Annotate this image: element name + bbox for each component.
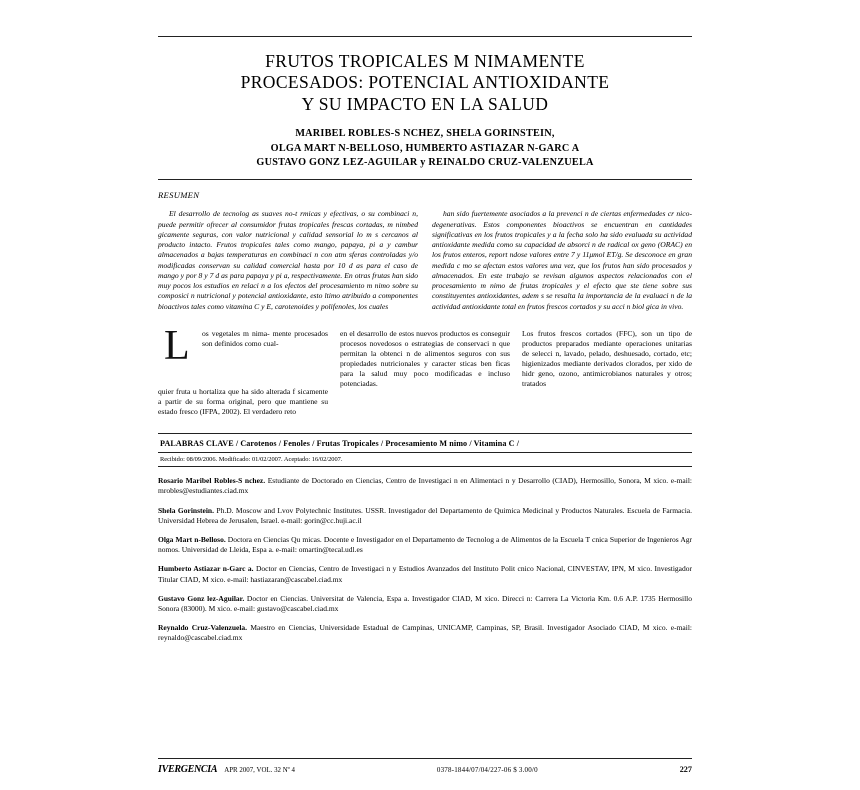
title-line-1: FRUTOS TROPICALES M NIMAMENTE: [265, 51, 585, 71]
page-title: [158, 51, 692, 115]
bio-text: Doctor en Ciencias. Universitat de Valencia, Espa a. Investigador CIAD, M xico. Direcci n: Carrera La Victoria Km. 0.6 A.P. 1735 Hermosillo Sonora (83000). M xico. e-mail: gustavo@cascabel.ciad.mx: [158, 593, 693, 613]
author-line-3: GUSTAVO GONZ LEZ-AGUILAR y REINALDO CRUZ-VALENZUELA: [256, 157, 594, 168]
body-column-2: [340, 329, 510, 417]
abstract-column-left: [158, 209, 418, 312]
body-column-3: [522, 329, 692, 417]
abstract-text-right: han sido fuertemente asociados a la prevenci n de ciertas enfermedades cr nico-degenerativas. Estos componentes bioactivos se encuentran en cantidades significativas en los frutos tropicales y a la fecha solo ha sido evaluada su actividad antioxidante medida como su capacidad de absorci n de radical ox geno (ORAC) en los frutos enteros, report ndose valores entre 7 y 11μmol ET/g. Se desconoce en gran medida c mo se afectan estos valores una vez, que los frutos han sido procesados y almacenados. En este trabajo se revisan algunos aspectos relacionados con el procesamiento m nimo de frutas tropicales y el efecto que ste tiene sobre sus constituyentes antioxidantes, adem s se resalta la importancia de la evaluaci n de la actividad antioxidante total en frutos frescos cortados y su acci n biol gica in vivo.: [432, 209, 692, 311]
bio-entry: [158, 623, 692, 643]
body-text-3: Los frutos frescos cortados (FFC), son un tipo de productos preparados mediante operaciones unitarias de selecci n, lavado, pelado, deshuesado, cortado, etc; higienizados mediante derivados clorados, per xido de hidr geno, ozono, antimicrobianos naturales y otros; tratados: [522, 328, 692, 389]
footer-divider: [158, 758, 692, 759]
bio-text: Maestro en Ciencias, Universidade Estadual de Campinas, UNICAMP, Campinas, SP, Brasil. Investigador Asociado CIAD, M xico. e-mail: reynaldo@cascabel.ciad.mx: [158, 623, 693, 643]
keywords-divider-bottom: [158, 466, 692, 467]
bio-text: Estudiante de Doctorado en Ciencias, Centro de Investigaci n en Alimentaci n y Desarrollo (CIAD), Hermosillo, Sonora, M xico. e-mail: mrobles@estudiantes.ciad.mx: [158, 476, 692, 496]
dropcap-block: [158, 322, 328, 387]
author-line-1: MARIBEL ROBLES-S NCHEZ, SHELA GORINSTEIN,: [295, 128, 555, 140]
title-line-2: PROCESADOS: POTENCIAL ANTIOXIDANTE: [240, 72, 610, 93]
page-footer: [158, 758, 692, 775]
bio-entry: [158, 506, 692, 526]
journal-logo: IVERGENCIA: [158, 764, 218, 775]
footer-issn: 0378-1844/07/04/227-06 $ 3.00/0: [436, 766, 538, 774]
bio-name: Rosario Maribel Robles-S nchez.: [158, 476, 266, 486]
keywords-block: [158, 433, 692, 467]
abstract-text-left: El desarrollo de tecnolog as suaves no-t rmicas y efectivas, o su combinaci n, puede permitir ofrecer al consumidor frutas tropicales frescas cortadas, m nimbed gicamente seguras, con valor nutricional y calidad sensorial lo m s cercanos al producto intacto. Frutos tropicales tales como mango, papaya, pi a y cambur almacenados a bajas temperaturas en combinaci n con atm sferas controladas y/o modificadas conservan su calidad comercial hasta por 10 d as para el caso de mango y por 8 y 7 d as para papaya y pi a, respectivamente. En otras frutas han sido muy pocos los estudios en relaci n a los efectos del procesamiento m nimo sobre su composici n nutricional y potencial antioxidante, esto ltimo atribuido a componentes bioactivos tales como vitamina C y E, carotenoides y polifenoles, los cuales: [158, 209, 418, 311]
bio-entry: [158, 476, 692, 496]
body-text-1-intro: os vegetales m nima- mente procesados son definidos como cual-: [202, 328, 328, 349]
authors-divider: [158, 179, 692, 180]
bio-name: Shela Gorinstein.: [158, 505, 214, 515]
title-line-3: Y SU IMPACTO EN LA SALUD: [301, 93, 549, 114]
body-columns: [158, 322, 692, 417]
bio-entry: [158, 594, 692, 614]
drop-cap: L: [164, 322, 190, 369]
footer-row: [158, 764, 692, 775]
abstract: [158, 209, 692, 312]
author-line-2: OLGA MART N-BELLOSO, HUMBERTO ASTIAZAR N-GARC A: [270, 142, 580, 154]
bio-entry: [158, 535, 692, 555]
bio-name: Reynaldo Cruz-Valenzuela.: [158, 623, 248, 633]
abstract-column-right: [432, 209, 692, 312]
body-text-2: en el desarrollo de estos nuevos productos es conseguir procesos novedosos o estrategias de conservaci n que permitan la obtenci n de alimentos seguros con sus propiedades nutricionales y caracter sticas ben ficas para la salud muy poco modificadas e incluso potenciadas.: [340, 328, 510, 389]
received-dates: Recibido: 08/09/2006. Modificado: 01/02/2007. Aceptado: 16/02/2007.: [160, 456, 343, 464]
bio-text: Doctor en Ciencias, Centro de Investigaci n y Estudios Avanzados del Instituto Polit cnico Nacional, CINVESTAV, IPN, M xico. Investigador Titular CIAD, M xico. e-mail: hastiazaran@cascabel.ciad.mx: [158, 564, 692, 584]
abstract-label: RESUMEN: [158, 190, 200, 201]
bio-name: Olga Mart n-Belloso.: [158, 535, 226, 545]
bio-name: Gustavo Gonz lez-Aguilar.: [158, 593, 245, 603]
footer-volume: APR 2007, VOL. 32 Nº 4: [224, 767, 295, 774]
keywords-line: PALABRAS CLAVE / Carotenos / Fenoles / Frutas Tropicales / Procesamiento M nimo / Vitamina C /: [160, 439, 520, 449]
body-text-1: quier fruta u hortaliza que ha sido alterada f sicamente a partir de su forma original, pero que mantiene su estado fresco (IFPA, 2002). El verdadero reto: [158, 386, 328, 417]
footer-page-number: 227: [679, 765, 692, 774]
bio-name: Humberto Astiazar n-Garc a.: [158, 564, 254, 574]
bio-entry: [158, 564, 692, 584]
article-sheet: [158, 36, 692, 653]
bio-text: Doctora en Ciencias Qu micas. Docente e Investigador en el Departamento de Tecnolog a de Alimentos de la Escuela T cnica Superior de Ingenieros Agr nomos. Universidad de Lleida, Espa a. e-mail: omartin@tecal.udl.es: [158, 535, 692, 555]
author-list: [158, 127, 692, 170]
bio-text: Ph.D. Moscow and Lvov Polytechnic Institutes. USSR. Investigador del Departamento de Quimica Medicinal y Productos Naturales. Escuela de Farmacia. Universidad Hebrea de Jerusalen, Israel. e-mail: gorin@cc.huji.ac.il: [158, 505, 692, 525]
author-bios: [158, 476, 692, 643]
footer-left: [158, 764, 295, 775]
body-column-1: [158, 322, 328, 417]
top-divider: [158, 36, 692, 37]
